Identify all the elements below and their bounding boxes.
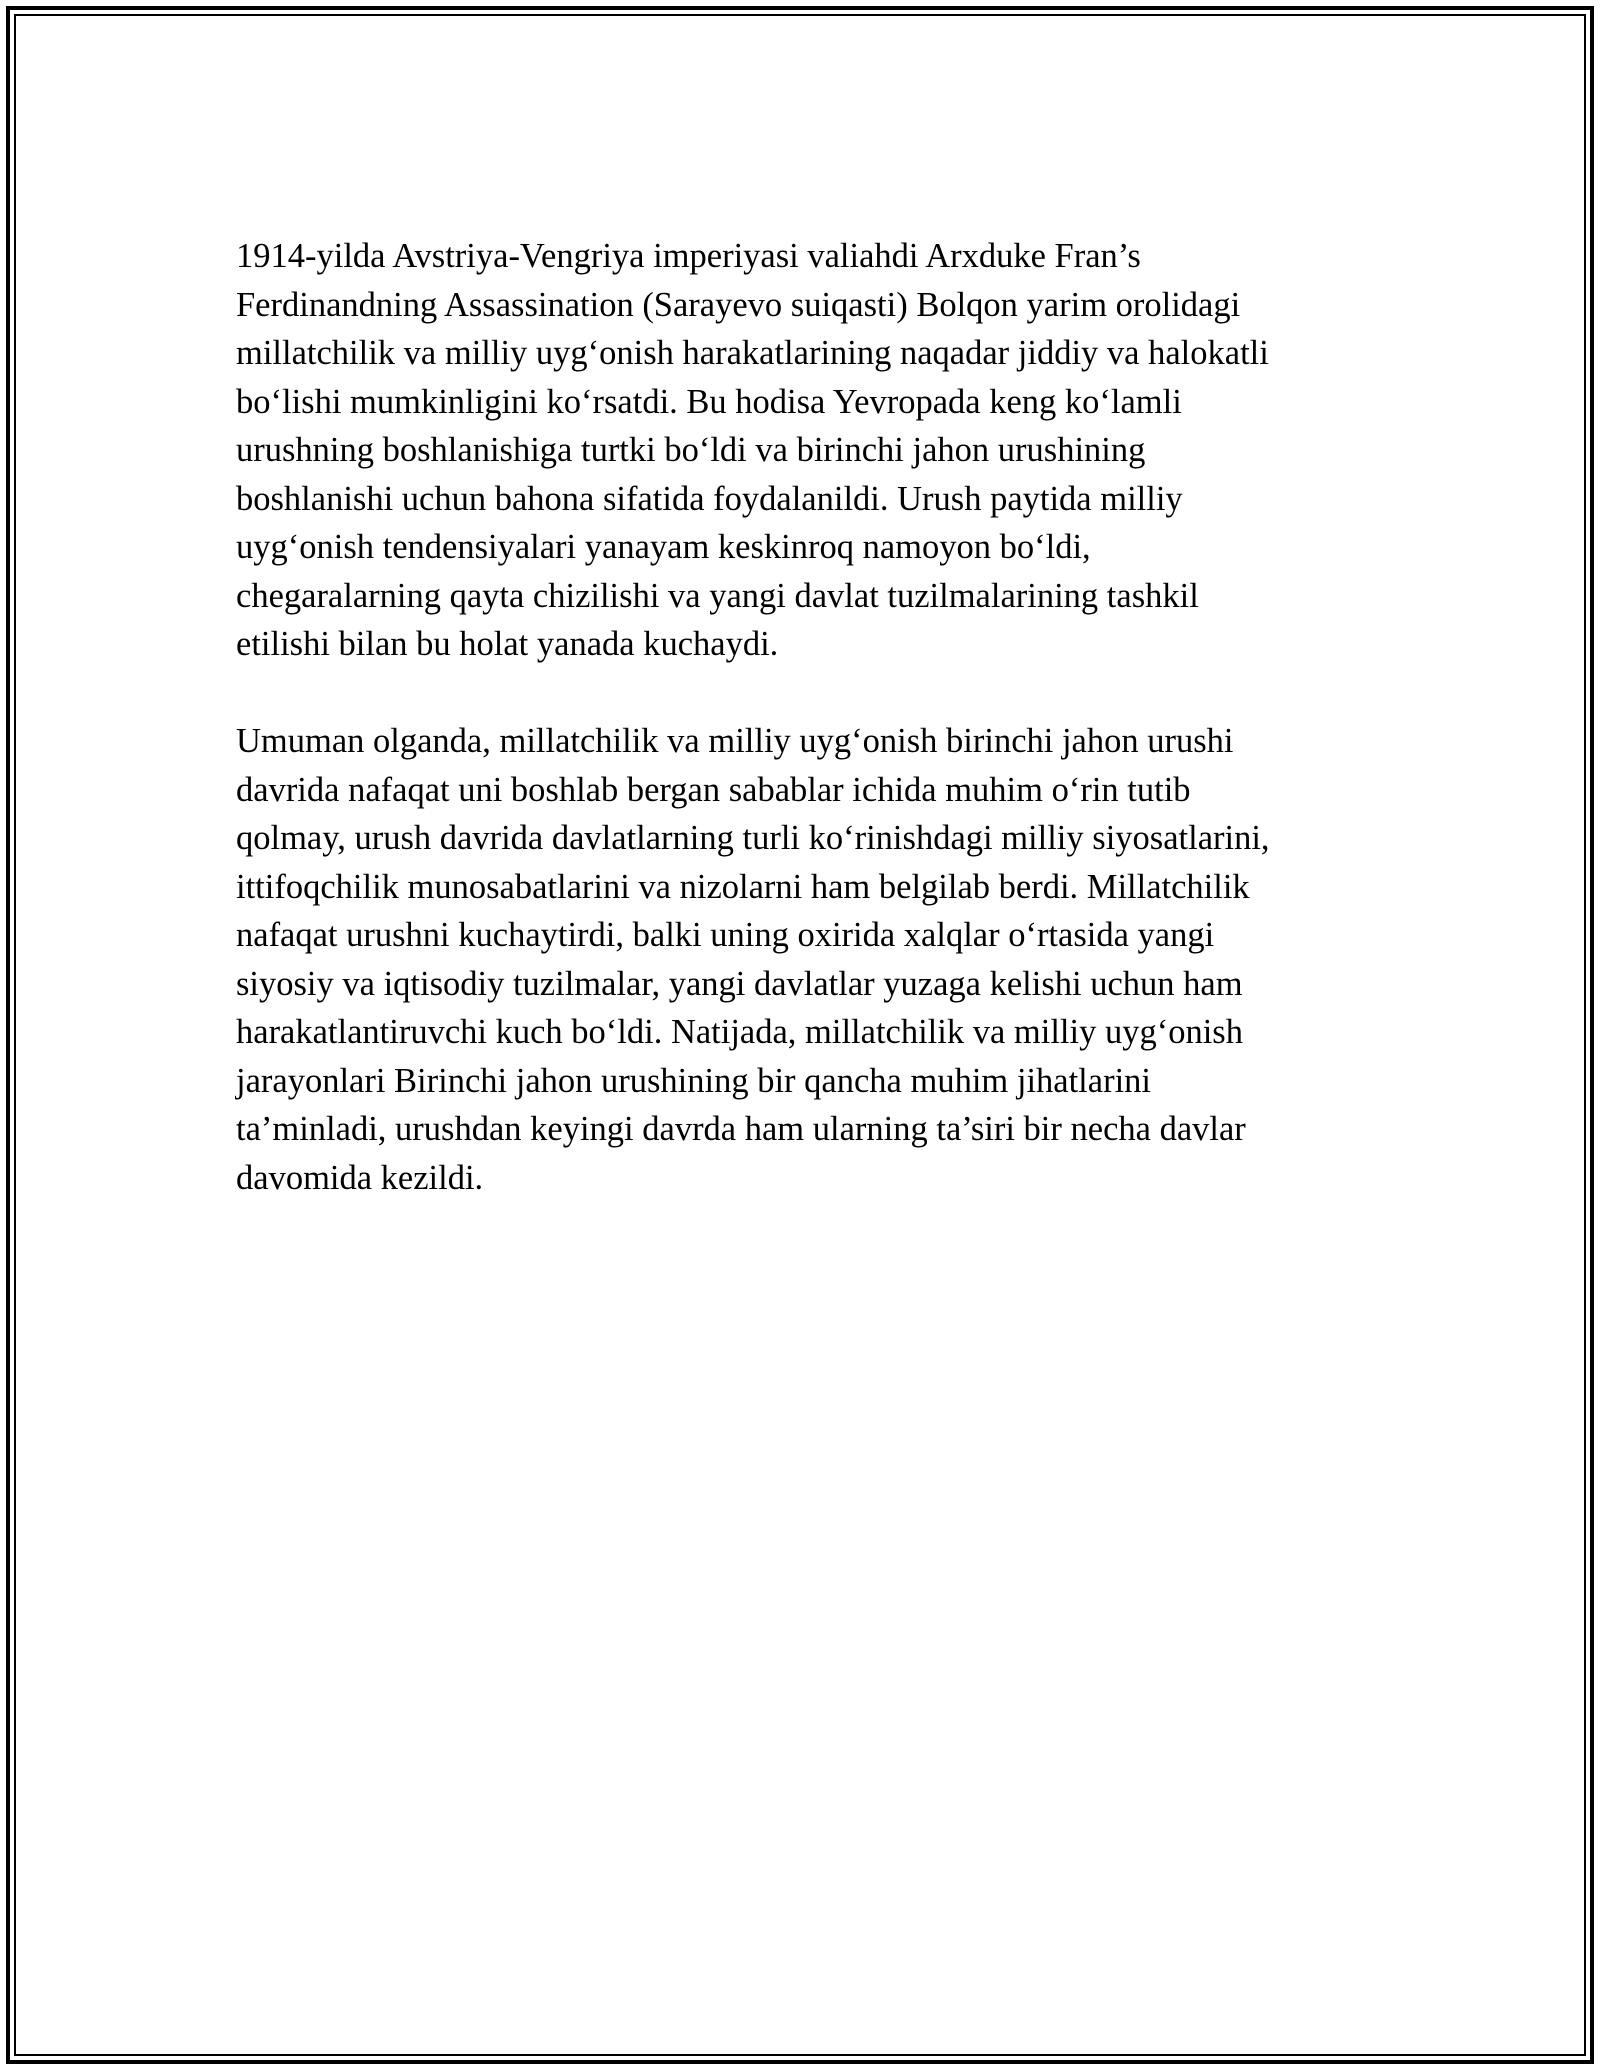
paragraph-1: 1914-yilda Avstriya-Vengriya imperiyasi valiahdi Arxduke Fran’s Ferdinandning Assassination (Sarayevo suiqasti) Bolqon yarim orolidagi millatchilik va milliy uyg‘onish harakatlarining naqadar jiddiy va halokatli bo‘lishi mumkinligini ko‘rsatdi. Bu hodisa Yevropada keng ko‘lamli urushning boshlanishiga turtki bo‘ldi va birinchi jahon urushining boshlanishi uchun bahona sifatida foydalanildi. Urush paytida milliy uyg‘onish tendensiyalari yanayam keskinroq namoyon bo‘ldi, chegaralarning qayta chizilishi va yangi davlat tuzilmalarining tashkil etilishi bilan bu holat yanada kuchaydi.	[236, 237, 1269, 663]
document-body	[236, 232, 1376, 1251]
paragraph-2: Umuman olganda, millatchilik va milliy uyg‘onish birinchi jahon urushi davrida nafaqat uni boshlab bergan sabablar ichida muhim o‘rin tutib qolmay, urush davrida davlatlarning turli ko‘rinishdagi milliy siyosatlarini, ittifoqchilik munosabatlarini va nizolarni ham belgilab berdi. Millatchilik nafaqat urushni kuchaytirdi, balki uning oxirida xalqlar o‘rtasida yangi siyosiy va iqtisodiy tuzilmalar, yangi davlatlar yuzaga kelishi uchun ham harakatlantiruvchi kuch bo‘ldi. Natijada, millatchilik va milliy uyg‘onish jarayonlari Birinchi jahon urushining bir qancha muhim jihatlarini ta’minladi, urushdan keyingi davrda ham ularning ta’siri bir necha davlar davomida kezildi.	[236, 722, 1270, 1197]
